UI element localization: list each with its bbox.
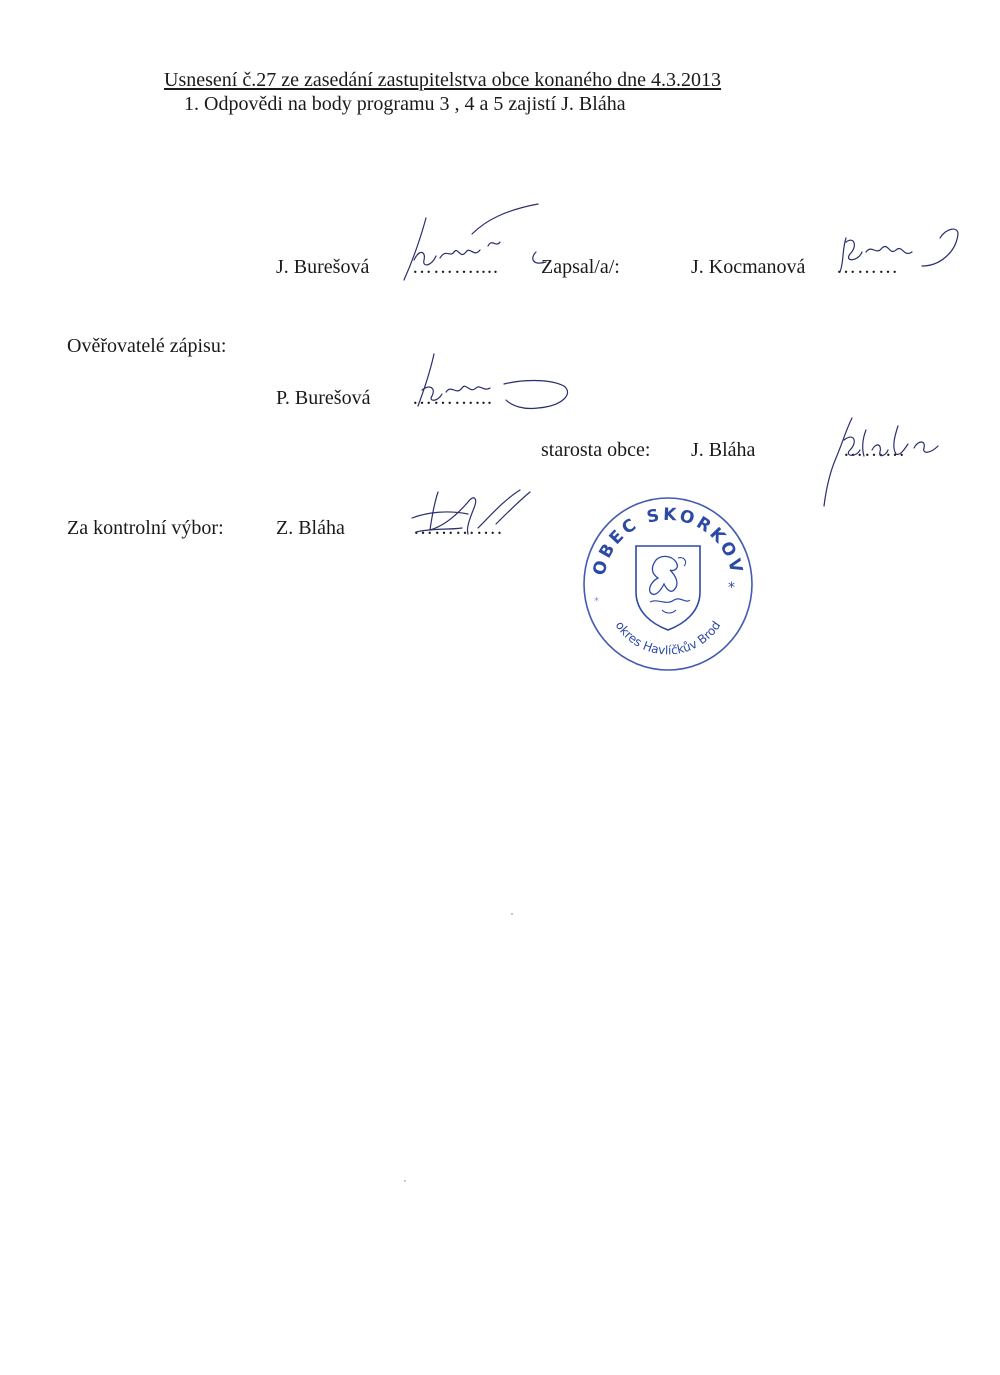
control-committee-name: Z. Bláha bbox=[276, 517, 345, 539]
recorder-signature-line: ……… bbox=[836, 256, 899, 278]
star-icon: * bbox=[594, 596, 599, 607]
star-icon: * bbox=[728, 580, 735, 596]
chair-name: J. Burešová bbox=[276, 256, 370, 278]
stamp-bottom-text: okres Havlíčkův Brod bbox=[612, 618, 724, 658]
municipal-stamp bbox=[580, 488, 756, 674]
control-committee-label: Za kontrolní výbor: bbox=[67, 517, 224, 539]
coat-of-arms-icon bbox=[636, 546, 700, 630]
recorder-name: J. Kocmanová bbox=[691, 256, 806, 278]
resolution-item-1: 1. Odpovědi na body programu 3 , 4 a 5 zajistí J. Bláha bbox=[184, 93, 626, 115]
verifiers-label: Ověřovatelé zápisu: bbox=[67, 335, 227, 357]
resolution-title: Usnesení č.27 ze zasedání zastupitelstva obce konaného dne 4.3.2013 bbox=[164, 69, 722, 91]
mayor-signature bbox=[814, 410, 950, 514]
verifier-name: P. Burešová bbox=[276, 387, 371, 409]
mayor-label: starosta obce: bbox=[541, 439, 651, 461]
verifier-signature bbox=[408, 350, 578, 416]
mayor-name: J. Bláha bbox=[691, 439, 756, 461]
chair-signature-line: ……….... bbox=[412, 256, 499, 278]
recorder-label: Zapsal/a/: bbox=[541, 256, 620, 278]
scan-speck bbox=[511, 913, 513, 915]
stamp-top-text: OBEC SKORKOV bbox=[589, 504, 747, 578]
scan-speck bbox=[404, 1180, 406, 1182]
chair-signature bbox=[396, 196, 556, 288]
control-committee-signature-line: …………. bbox=[413, 517, 503, 539]
recorder-signature bbox=[836, 222, 966, 286]
mayor-signature-line: ……… bbox=[843, 439, 906, 461]
verifier-signature-line: ………... bbox=[412, 387, 493, 409]
control-committee-signature bbox=[408, 484, 538, 544]
